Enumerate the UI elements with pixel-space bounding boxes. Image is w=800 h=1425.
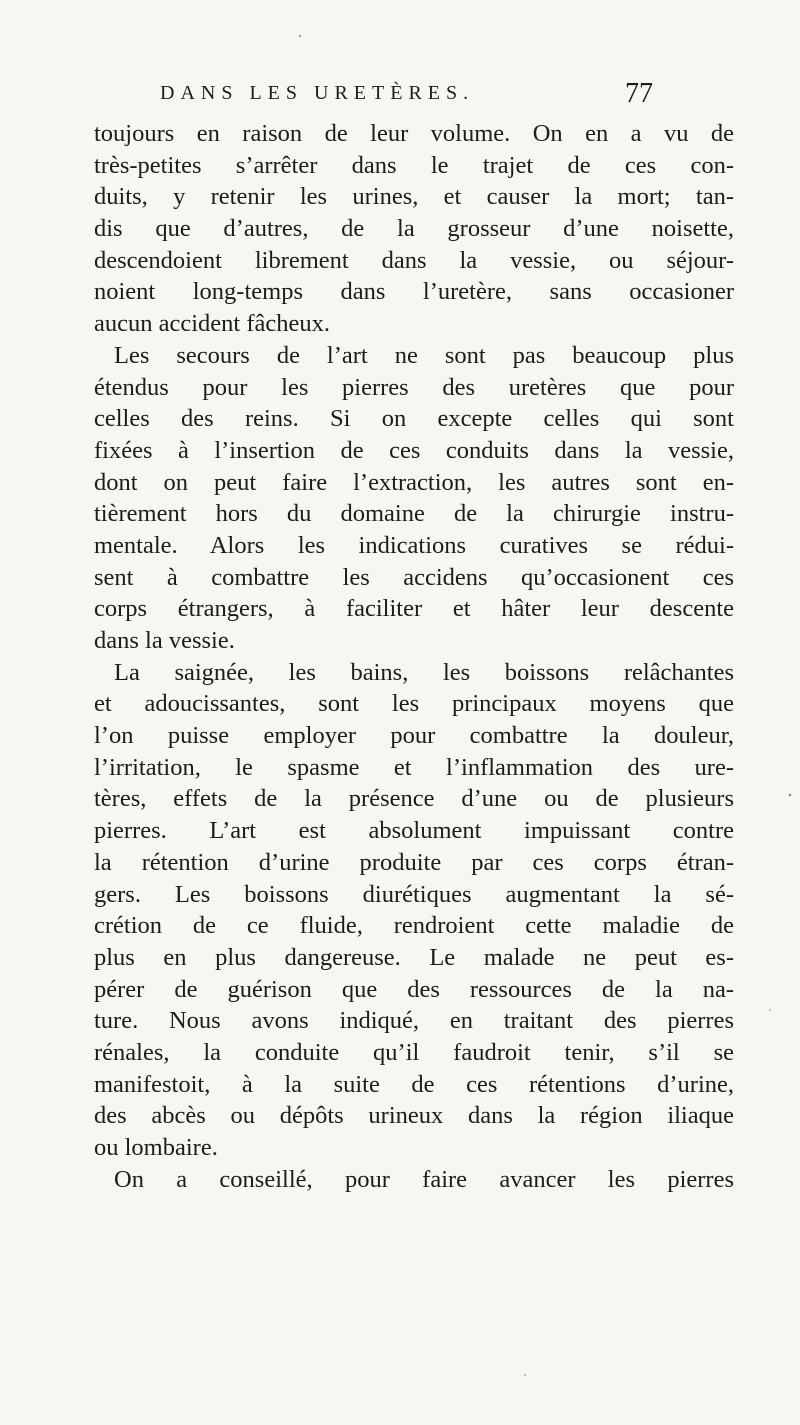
text-line: l’irritation, le spasme et l’inflammation des ure- xyxy=(94,753,734,781)
text-line: fixées à l’insertion de ces conduits dans la vessie, xyxy=(94,436,734,464)
text-line: étendus pour les pierres des uretères que pour xyxy=(94,373,734,401)
text-line: La saignée, les bains, les boissons relâchantes xyxy=(114,658,734,686)
text-line: crétion de ce fluide, rendroient cette maladie de xyxy=(94,912,734,940)
text-line: dans la vessie. xyxy=(94,627,235,654)
text-line: tères, effets de la présence d’une ou de plusieurs xyxy=(94,785,734,813)
running-head xyxy=(0,78,800,122)
text-line: gers. Les boissons diurétiques augmentant la sé- xyxy=(94,880,734,908)
text-line: ou lombaire. xyxy=(94,1134,218,1161)
text-line: dis que d’autres, de la grosseur d’une noisette, xyxy=(94,215,734,243)
body-text xyxy=(94,118,734,1195)
text-line: duits, y retenir les urines, et causer la mort; tan- xyxy=(94,183,734,211)
page-number: 77 xyxy=(625,78,653,109)
text-line: celles des reins. Si on excepte celles qui sont xyxy=(94,405,734,433)
text-line: aucun accident fâcheux. xyxy=(94,310,331,338)
text-line: des abcès ou dépôts urineux dans la région iliaque xyxy=(94,1102,734,1130)
text-line: sent à combattre les accidens qu’occasionent ces xyxy=(94,563,734,591)
text-line: pierres. L’art est absolument impuissant contre xyxy=(94,817,734,845)
text-line: noient long-temps dans l’uretère, sans occasioner xyxy=(94,278,734,306)
text-line: pérer de guérison que des ressources de la na- xyxy=(94,975,734,1003)
text-line: toujours en raison de leur volume. On en a vu de xyxy=(94,120,734,147)
running-title: DANS LES URETÈRES. xyxy=(160,82,475,104)
text-line: et adoucissantes, sont les principaux moyens que xyxy=(94,690,734,718)
text-line: rénales, la conduite qu’il faudroit tenir, s’il se xyxy=(94,1038,734,1066)
text-line: plus en plus dangereuse. Le malade ne peut es- xyxy=(94,943,734,971)
text-line: tièrement hors du domaine de la chirurgie instru- xyxy=(94,500,734,528)
text-line: dont on peut faire l’extraction, les autres sont en- xyxy=(94,468,734,496)
text-line: corps étrangers, à faciliter et hâter leur descente xyxy=(94,595,734,623)
text-line: ture. Nous avons indiqué, en traitant des pierres xyxy=(94,1007,734,1035)
text-line: mentale. Alors les indications curatives se rédui- xyxy=(94,531,734,559)
text-line: Les secours de l’art ne sont pas beaucoup plus xyxy=(114,341,734,369)
text-line: descendoient librement dans la vessie, ou séjour- xyxy=(94,246,734,274)
text-line: très-petites s’arrêter dans le trajet de ces con- xyxy=(94,151,734,179)
text-line: la rétention d’urine produite par ces corps étran- xyxy=(94,848,734,876)
text-line: l’on puisse employer pour combattre la douleur, xyxy=(94,722,734,750)
text-line: On a conseillé, pour faire avancer les pierres xyxy=(114,1165,734,1193)
text-line: manifestoit, à la suite de ces rétentions d’urine, xyxy=(94,1070,734,1098)
